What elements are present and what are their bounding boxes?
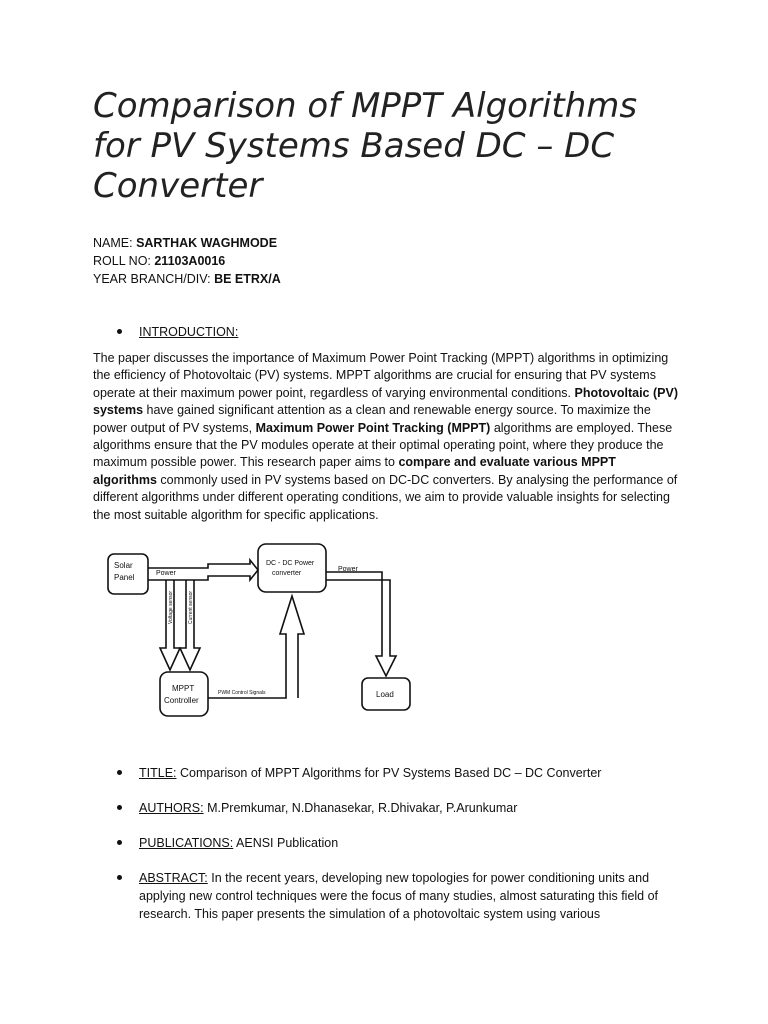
output-power-arrow [326,572,396,676]
intro-paragraph [93,350,683,524]
authors-label: AUTHORS: [139,801,204,815]
converter-label-2: converter [272,570,302,577]
abstract-item [139,869,683,923]
year-label: YEAR BRANCH/DIV: [93,272,215,286]
title-item [139,764,683,782]
bullet-icon [117,329,122,334]
roll-label: ROLL NO: [93,254,155,268]
publications-label: PUBLICATIONS: [139,836,234,850]
intro-text-4: commonly used in PV systems based on DC-DC converters. By analysing the performance of different algorithms under different operating conditions, we aim to provide valuable insights for selecting the most suitable algorithm for specific applications. [93,472,678,522]
name-label: NAME: [93,236,137,250]
name-line [93,234,281,252]
roll-line [93,252,281,270]
name-value: SARTHAK WAGHMODE [136,236,278,250]
bullet-icon [117,805,122,810]
intro-text-2: have gained significant attention as a clean and renewable energy source. To maximize the power output of PV systems, [93,403,651,435]
authors-value: M.Premkumar, N.Dhanasekar, R.Dhivakar, P.Arunkumar [203,801,518,815]
title-label: TITLE: [139,766,177,780]
voltage-sensor-label: Voltage sensor [168,590,174,624]
pwm-label: PWM Control Signals [218,690,266,696]
mppt-controller-box [160,672,208,716]
intro-bold-1: Photovoltaic (PV) systems [93,385,678,418]
abstract-value: In the recent years, developing new topologies for power conditioning units and applying new control techniques were the focus of many studies, almost saturating this field of research. This paper presents the simulation of a photovoltaic system using various [139,871,659,921]
solar-label-1: Solar [114,561,133,570]
pwm-arrow [208,596,304,698]
publications-value: AENSI Publication [233,836,339,850]
intro-heading: INTRODUCTION: [139,325,239,339]
authors-item [139,799,683,817]
title-value: Comparison of MPPT Algorithms for PV Systems Based DC – DC Converter [176,766,602,780]
year-value: BE ETRX/A [214,272,281,286]
mppt-block-diagram [100,538,420,723]
solar-label-2: Panel [114,573,135,582]
load-label: Load [376,690,394,699]
power-label-output: Power [338,566,358,573]
mppt-label-1: MPPT [172,684,195,693]
publications-item [139,834,683,852]
roll-value: 21103A0016 [154,254,226,268]
current-sensor-label: Current sensor [188,590,194,624]
intro-bold-3: compare and evaluate various MPPT algorithms [93,455,616,487]
year-line [93,270,281,288]
student-info [93,234,281,288]
intro-text-3: algorithms are employed. These algorithms ensure that the PV modules operate at their optimal operating point, where they produce the maximum possible power. This research paper aims to [93,420,673,470]
bullet-icon [117,770,122,775]
converter-label-1: DC - DC Power [266,560,315,567]
intro-bold-2: Maximum Power Point Tracking (MPPT) [255,420,491,435]
power-label-input: Power [156,570,176,577]
bullet-icon [117,840,122,845]
document-title: Comparison of MPPT Algorithms for PV Systems Based DC – DC Converter [93,86,638,206]
bullet-icon [117,875,122,880]
abstract-label: ABSTRACT: [139,871,208,885]
intro-text-1: The paper discusses the importance of Maximum Power Point Tracking (MPPT) algorithms in optimizing the efficiency of Photovoltaic (PV) systems. MPPT algorithms are crucial for ensuring that PV systems operate at their maximum power point, regardless of varying environmental conditions. [93,351,669,400]
converter-box [258,544,326,592]
mppt-label-2: Controller [164,696,199,705]
